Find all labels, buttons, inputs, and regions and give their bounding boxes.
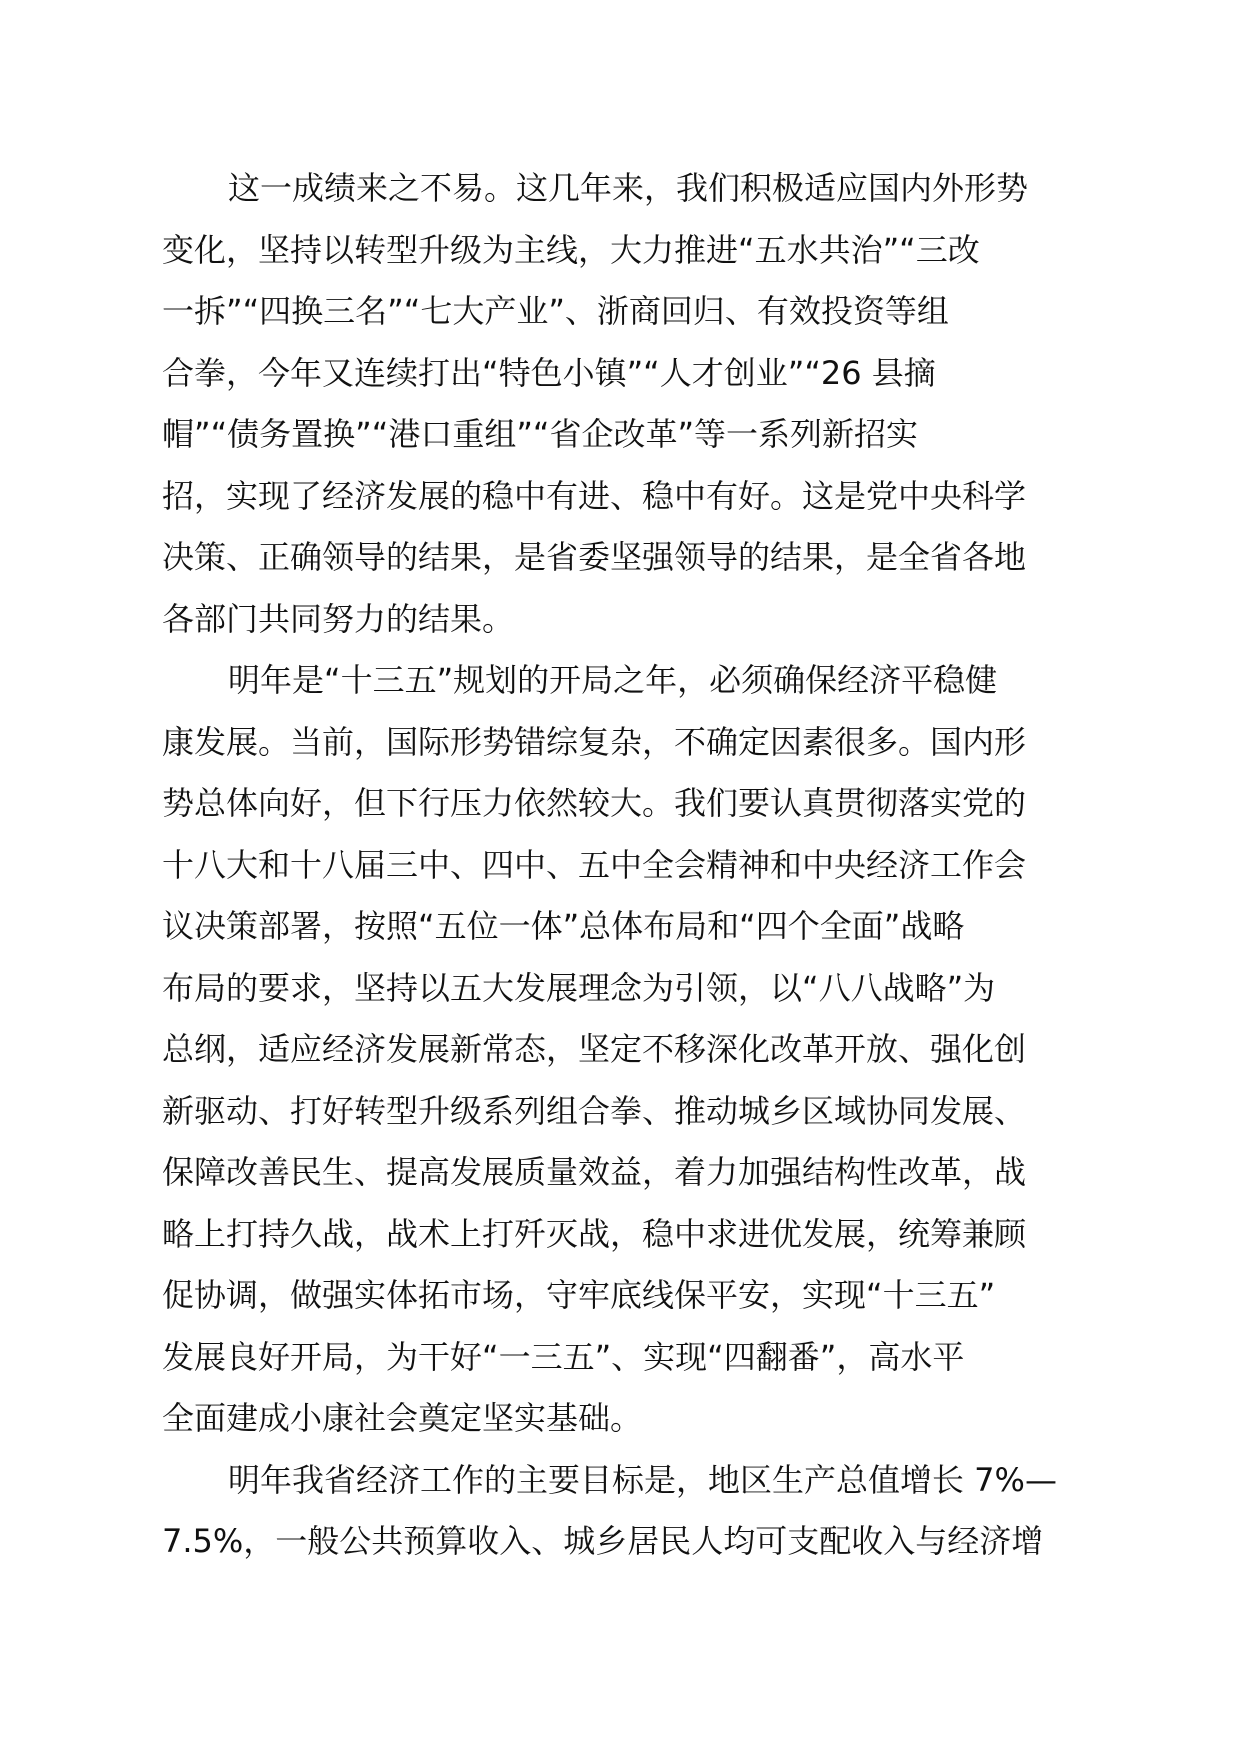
text-line: 7.5%，一般公共预算收入、城乡居民人均可支配收入与经济增 [162,1522,1044,1560]
text-line: 新驱动、打好转型升级系列组合拳、推动城乡区域协同发展、 [162,1091,1027,1130]
paragraph-3 [162,1450,1092,1573]
text-line: 招，实现了经济发展的稳中有进、稳中有好。这是党中央科学 [162,476,1027,515]
text-line: 帽”“债务置换”“港口重组”“省企改革”等一系列新招实 [162,415,919,453]
text-line: 全面建成小康社会奠定坚实基础。 [162,1399,643,1437]
text-line: 变化，坚持以转型升级为主线，大力推进“五水共治”“三改 [162,230,980,269]
text-line: 各部门共同努力的结果。 [162,599,515,638]
document-body [162,158,1092,1573]
text-line: 这一成绩来之不易。这几年来，我们积极适应国内外形势 [228,169,1029,207]
text-line: 议决策部署，按照“五位一体”总体布局和“四个全面”战略 [162,907,965,945]
text-line: 明年我省经济工作的主要目标是，地区生产总值增长 7%— [228,1460,1057,1499]
text-line: 康发展。当前，国际形势错综复杂，不确定因素很多。国内形 [162,722,1027,761]
text-line: 布局的要求，坚持以五大发展理念为引领，以“八八战略”为 [162,968,996,1007]
text-line: 决策、正确领导的结果，是省委坚强领导的结果，是全省各地 [162,538,1027,576]
text-line: 保障改善民生、提高发展质量效益，着力加强结构性改革，战 [162,1153,1027,1191]
text-line: 促协调，做强实体拓市场，守牢底线保平安，实现“十三五” [162,1276,996,1314]
text-line: 势总体向好，但下行压力依然较大。我们要认真贯彻落实党的 [162,784,1027,822]
text-line: 十八大和十八届三中、四中、五中全会精神和中央经济工作会 [162,845,1027,884]
text-line: 发展良好开局，为干好“一三五”、实现“四翻番”，高水平 [162,1337,965,1376]
text-line: 总纲，适应经济发展新常态，坚定不移深化改革开放、强化创 [162,1030,1027,1068]
paragraph-2 [162,650,1092,1450]
text-line: 明年是“十三五”规划的开局之年，必须确保经济平稳健 [228,661,998,699]
text-line: 合拳，今年又连续打出“特色小镇”“人才创业”“26 县摘 [162,353,936,392]
text-line: 略上打持久战，战术上打歼灭战，稳中求进优发展，统筹兼顾 [162,1214,1027,1253]
paragraph-1 [162,158,1092,650]
text-line: 一拆”“四换三名”“七大产业”、浙商回归、有效投资等组 [162,292,949,330]
